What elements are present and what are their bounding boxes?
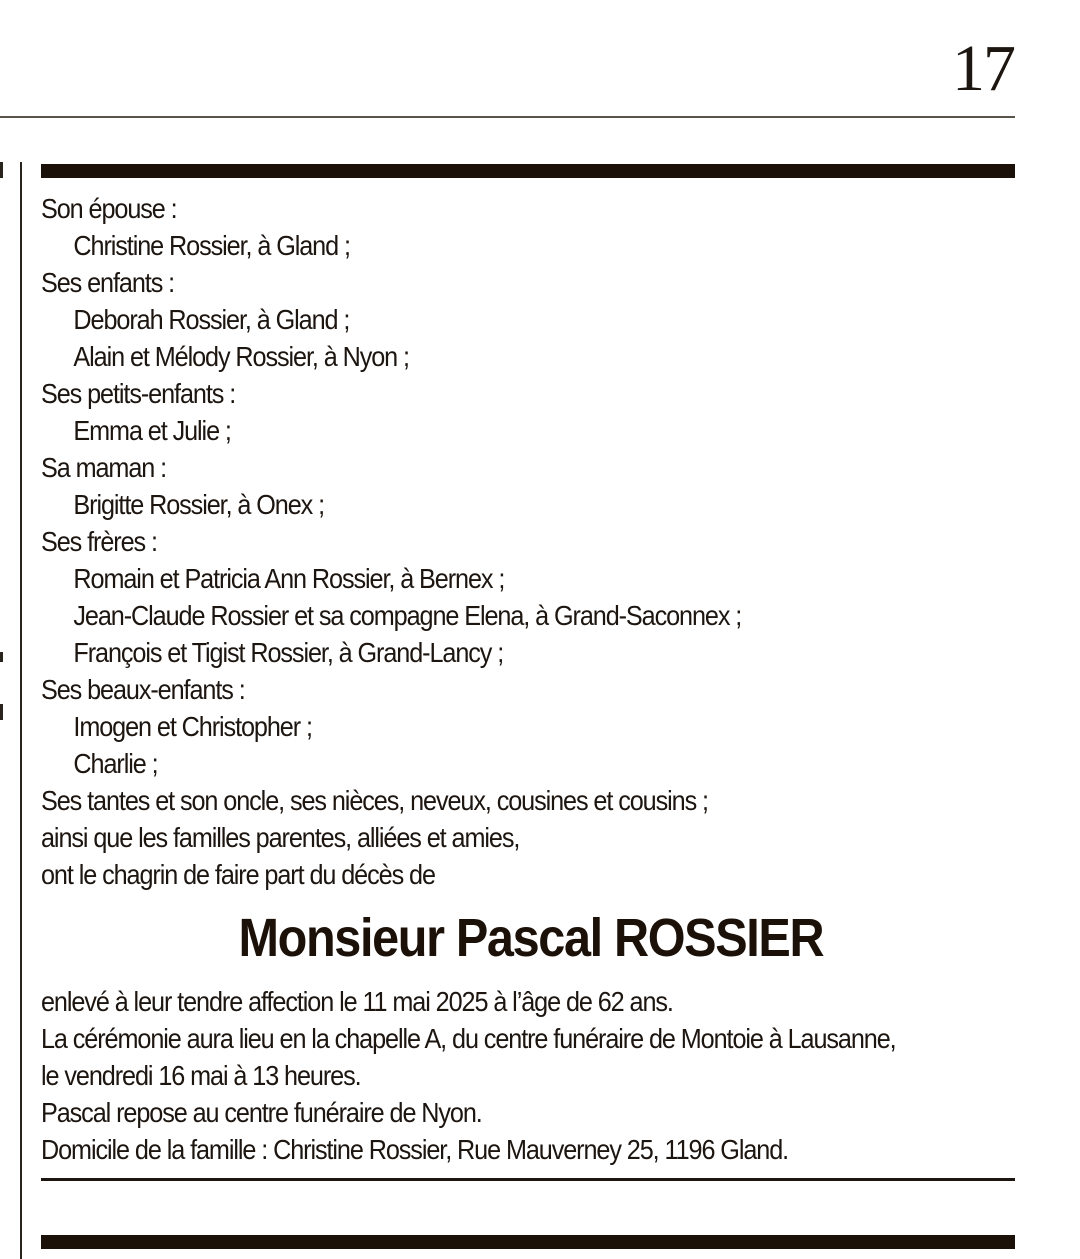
closing-line: Ses tantes et son oncle, ses nièces, neveux, cousines et cousins ; bbox=[41, 785, 708, 816]
family-group-label: Ses enfants : bbox=[41, 267, 175, 298]
closing-line: ainsi que les familles parentes, alliées et amies, bbox=[41, 822, 520, 853]
detail-line: Domicile de la famille : Christine Rossier, Rue Mauverney 25, 1196 Gland. bbox=[41, 1134, 789, 1165]
detail-line: enlevé à leur tendre affection le 11 mai 2025 à l’âge de 62 ans. bbox=[41, 986, 673, 1017]
family-group-label: Ses beaux-enfants : bbox=[41, 674, 245, 705]
family-group-label: Ses frères : bbox=[41, 526, 157, 557]
page-number: 17 bbox=[952, 32, 1014, 105]
family-member: Charlie ; bbox=[73, 748, 158, 779]
detail-line: La cérémonie aura lieu en la chapelle A, du centre funéraire de Montoie à Lausanne, bbox=[41, 1023, 896, 1054]
family-member: François et Tigist Rossier, à Grand-Lancy ; bbox=[73, 637, 504, 668]
family-member: Alain et Mélody Rossier, à Nyon ; bbox=[73, 341, 409, 372]
detail-line: le vendredi 16 mai à 13 heures. bbox=[41, 1060, 361, 1091]
edge-fragment bbox=[0, 652, 3, 662]
family-member: Brigitte Rossier, à Onex ; bbox=[73, 489, 325, 520]
notice-bottom-rule bbox=[41, 1178, 1015, 1181]
funeral-details bbox=[41, 983, 896, 1168]
family-member: Jean-Claude Rossier et sa compagne Elena, à Grand-Saconnex ; bbox=[73, 600, 742, 631]
family-group-label: Sa maman : bbox=[41, 452, 167, 483]
notice-top-rule bbox=[41, 164, 1015, 178]
column-divider bbox=[20, 162, 22, 1259]
edge-fragment bbox=[0, 704, 3, 720]
family-member: Deborah Rossier, à Gland ; bbox=[73, 304, 350, 335]
detail-line: Pascal repose au centre funéraire de Nyon. bbox=[41, 1097, 482, 1128]
closing-line: ont le chagrin de faire part du décès de bbox=[41, 859, 435, 890]
family-group-label: Ses petits-enfants : bbox=[41, 378, 236, 409]
family-member: Emma et Julie ; bbox=[73, 415, 231, 446]
family-member: Romain et Patricia Ann Rossier, à Bernex ; bbox=[73, 563, 505, 594]
deceased-name-heading bbox=[0, 905, 1080, 971]
family-member: Imogen et Christopher ; bbox=[73, 711, 312, 742]
deceased-name: Monsieur Pascal ROSSIER bbox=[238, 908, 824, 968]
family-member: Christine Rossier, à Gland ; bbox=[73, 230, 350, 261]
next-notice-top-rule bbox=[41, 1235, 1015, 1249]
family-group-label: Son épouse : bbox=[41, 193, 177, 224]
obituary-family-list bbox=[41, 190, 923, 893]
edge-fragment bbox=[0, 162, 3, 178]
header-rule bbox=[0, 116, 1015, 118]
